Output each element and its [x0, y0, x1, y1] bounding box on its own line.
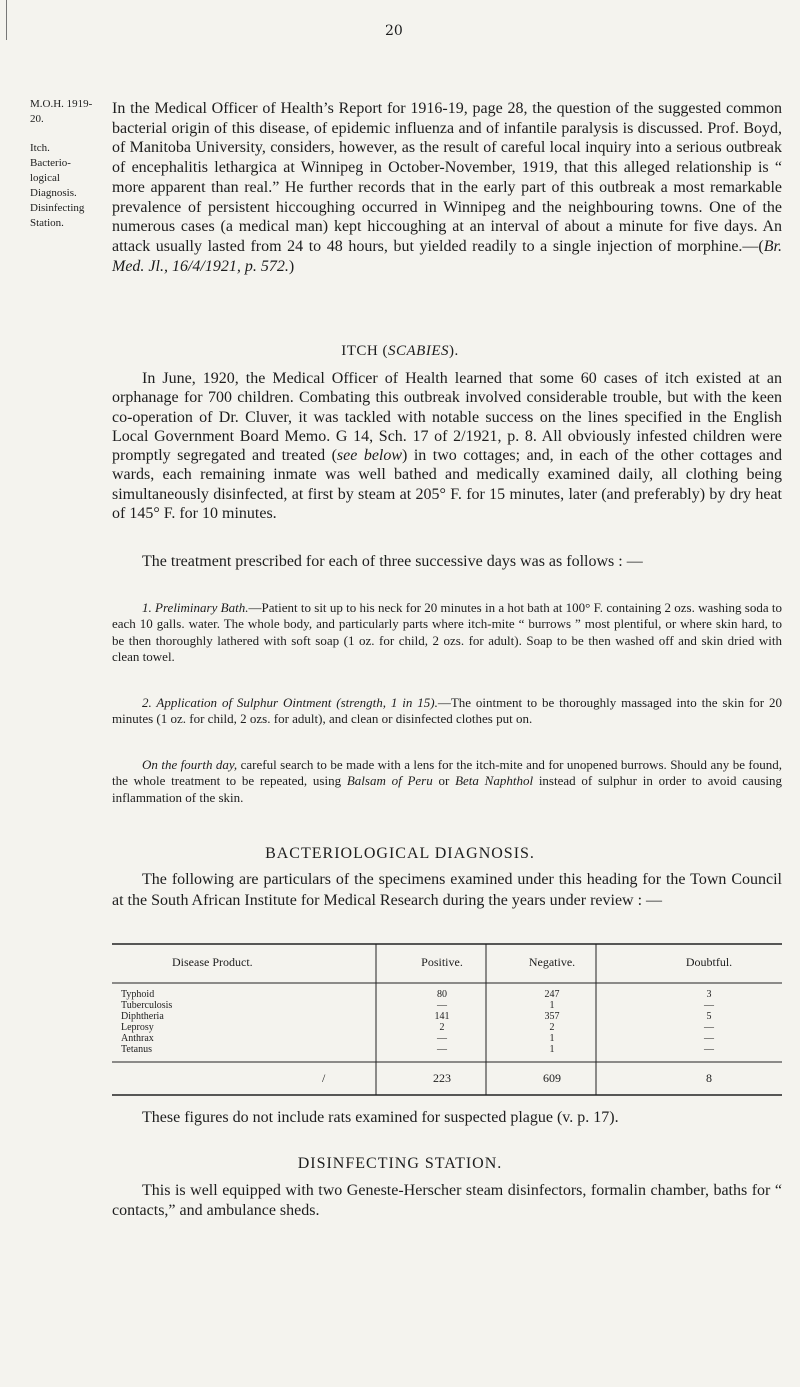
influenza-paragraph — [112, 99, 782, 276]
table-cell: — — [437, 1033, 447, 1044]
table-total-cell: 8 — [706, 1071, 712, 1085]
table-header: Doubtful. — [685, 955, 733, 969]
table-cell: — — [704, 1000, 714, 1011]
step-text: Balsam of Peru — [346, 773, 433, 789]
treatment-step-2 — [112, 695, 782, 728]
page-edge-rule — [6, 0, 7, 40]
heading-text: ). — [449, 343, 459, 359]
table-cell: 1 — [549, 1033, 555, 1044]
step-text: Beta Naphthol — [455, 773, 534, 789]
margin-note-line: Station. — [30, 217, 64, 229]
margin-reference: M.O.H. 1919-20. — [30, 98, 93, 125]
table-row-label: Diphtheria — [121, 1011, 164, 1022]
bacteriological-heading: BACTERIOLOGICAL DIAGNOSIS. — [265, 845, 535, 862]
table-row-label: Anthrax — [121, 1033, 154, 1044]
table-cell: 141 — [434, 1011, 450, 1022]
treatment-step-1 — [112, 600, 782, 665]
step-label: 1. Preliminary Bath. — [142, 600, 249, 615]
disinfecting-heading: DISINFECTING STATION. — [297, 1155, 503, 1172]
itch-paragraph — [112, 369, 782, 523]
margin-note-line: Itch. — [30, 142, 50, 154]
disinfecting-paragraph: This is well equipped with two Geneste-Herscher steam disinfectors, formalin chamber, baths for “ contacts,” and ambulance sheds. — [112, 1182, 782, 1219]
margin-note-line: Diagnosis. — [30, 187, 77, 199]
margin-notes — [30, 97, 95, 231]
table-row-label: Tuberculosis — [121, 1000, 173, 1011]
table-row-label: Typhoid — [121, 989, 155, 1000]
table-cell: 5 — [706, 1011, 712, 1022]
table-cell: — — [704, 1022, 714, 1033]
table-total-cell: 609 — [543, 1071, 561, 1085]
table-row-label: Tetanus — [121, 1044, 152, 1055]
heading-text: ITCH ( — [341, 343, 388, 359]
table-cell: 1 — [549, 1044, 555, 1055]
table-cell: — — [437, 1044, 447, 1055]
table-row-label: Leprosy — [121, 1022, 154, 1033]
paragraph-text: In June, 1920, the Medical Officer of Health learned that some 60 cases of itch existed at an orphanage for 700 children. Combating this outbreak involved considerable trouble, but with the keen co-operation of Dr. Cluver, it was tackled with notable success on the lines specified in the English Local Government Board Memo. G 14, Sch. 17 of 2/1921, p. 8. All obviously infested children were promptly segregated and treated ( — [112, 370, 782, 465]
table-cell: — — [704, 1033, 714, 1044]
step-label: (strength, 1 in 15). — [336, 695, 438, 710]
heading-text: SCABIES — [388, 343, 449, 359]
paragraph-text: see below — [336, 447, 403, 465]
paragraph-text: ) in two cottages; and, in each of the other cottages and wards, each remaining inmate was well bathed and medically examined daily, all clothing being simultaneously disinfected, at first by steam at 205° F. for 15 minutes, later (and preferably) by dry heat of 145° F. for 10 minutes. — [112, 447, 783, 523]
table-cell: — — [704, 1044, 714, 1055]
step-label: 2. Application of Sulphur Ointment — [142, 695, 332, 710]
margin-note-line: logical — [30, 172, 60, 184]
totals-mark: / — [322, 1071, 326, 1085]
step-text: —The ointment to be thoroughly massaged into the skin for 20 minutes (1 oz. for child, 2 ozs. for adult), and clean or disinfected clothes put on. — [112, 695, 783, 727]
table-cell: 1 — [549, 1000, 555, 1011]
step-label: On the fourth day, — [142, 757, 238, 772]
step-text: careful search to be made with a lens for the itch-mite and for unopened burrows. Should any be found, the whole treatment to be repeated, using — [112, 757, 782, 789]
step-text: —Patient to sit up to his neck for 20 minutes in a hot bath at 100° F. containing 2 ozs. washing soda to each 10 galls. water. The whole body, and particularly parts where itch-mite “ burrows ” most plentiful, or where skin hard, to be then thoroughly lathered with soft soap (1 oz. for child, 2 ozs. for adult). Soap to be then washed off and skin dried with clean towel. — [112, 600, 782, 664]
table-cell: 3 — [706, 989, 712, 1000]
treatment-intro: The treatment prescribed for each of three successive days was as follows : — — [142, 553, 643, 570]
step-text: or — [432, 773, 456, 789]
table-cell: — — [437, 1000, 447, 1011]
paragraph-text: In the Medical Officer of Health’s Report for 1916-19, page 28, the question of the suggested common bacterial origin of this disease, of epidemic influenza and of infantile paralysis is discussed. Prof. Boyd, of Manitoba University, considers, however, as the result of careful local inquiry into a serious outbreak of encephalitis lethargica at Winnipeg in October-November, 1919, that this alleged relationship is “ more apparent than real.” He further records that in the early part of this outbreak a most remarkable prevalence of persistent hiccoughing occurred in Winnipeg and the neighbouring towns. One of the numerous cases (a medical man) kept hiccoughing at an interval of about a minute for five days. An attack usually lasted from 24 to 48 hours, but yielded readily to a single injection of morphine.—( — [112, 100, 782, 255]
margin-note-line: Bacterio- — [30, 157, 71, 169]
table-total-cell: 223 — [433, 1071, 451, 1085]
table-cell: 2 — [439, 1022, 445, 1033]
table-header: Disease Product. — [172, 955, 253, 969]
step-text: instead of sulphur in order to avoid causing inflammation of the skin. — [112, 773, 782, 805]
table-cell: 357 — [544, 1011, 560, 1022]
table-cell: 80 — [437, 989, 447, 1000]
page-number: 20 — [385, 23, 403, 39]
specimen-table — [112, 943, 782, 1096]
table-cell: 247 — [544, 989, 560, 1000]
table-note: These figures do not include rats examined for suspected plague (v. p. 17). — [142, 1109, 619, 1126]
treatment-step-3 — [112, 757, 782, 806]
itch-heading — [0, 343, 800, 360]
paragraph-text: ) — [288, 257, 295, 275]
table-header: Positive. — [421, 955, 463, 969]
margin-note-line: Disinfecting — [30, 202, 85, 214]
bacteriological-paragraph: The following are particulars of the specimens examined under this heading for the Town Council at the South African Institute for Medical Research during the years under review : — — [112, 871, 782, 909]
table-header: Negative. — [528, 955, 576, 969]
citation: Br. Med. Jl., 16/4/1921, p. 572. — [112, 237, 782, 275]
table-cell: 2 — [549, 1022, 555, 1033]
